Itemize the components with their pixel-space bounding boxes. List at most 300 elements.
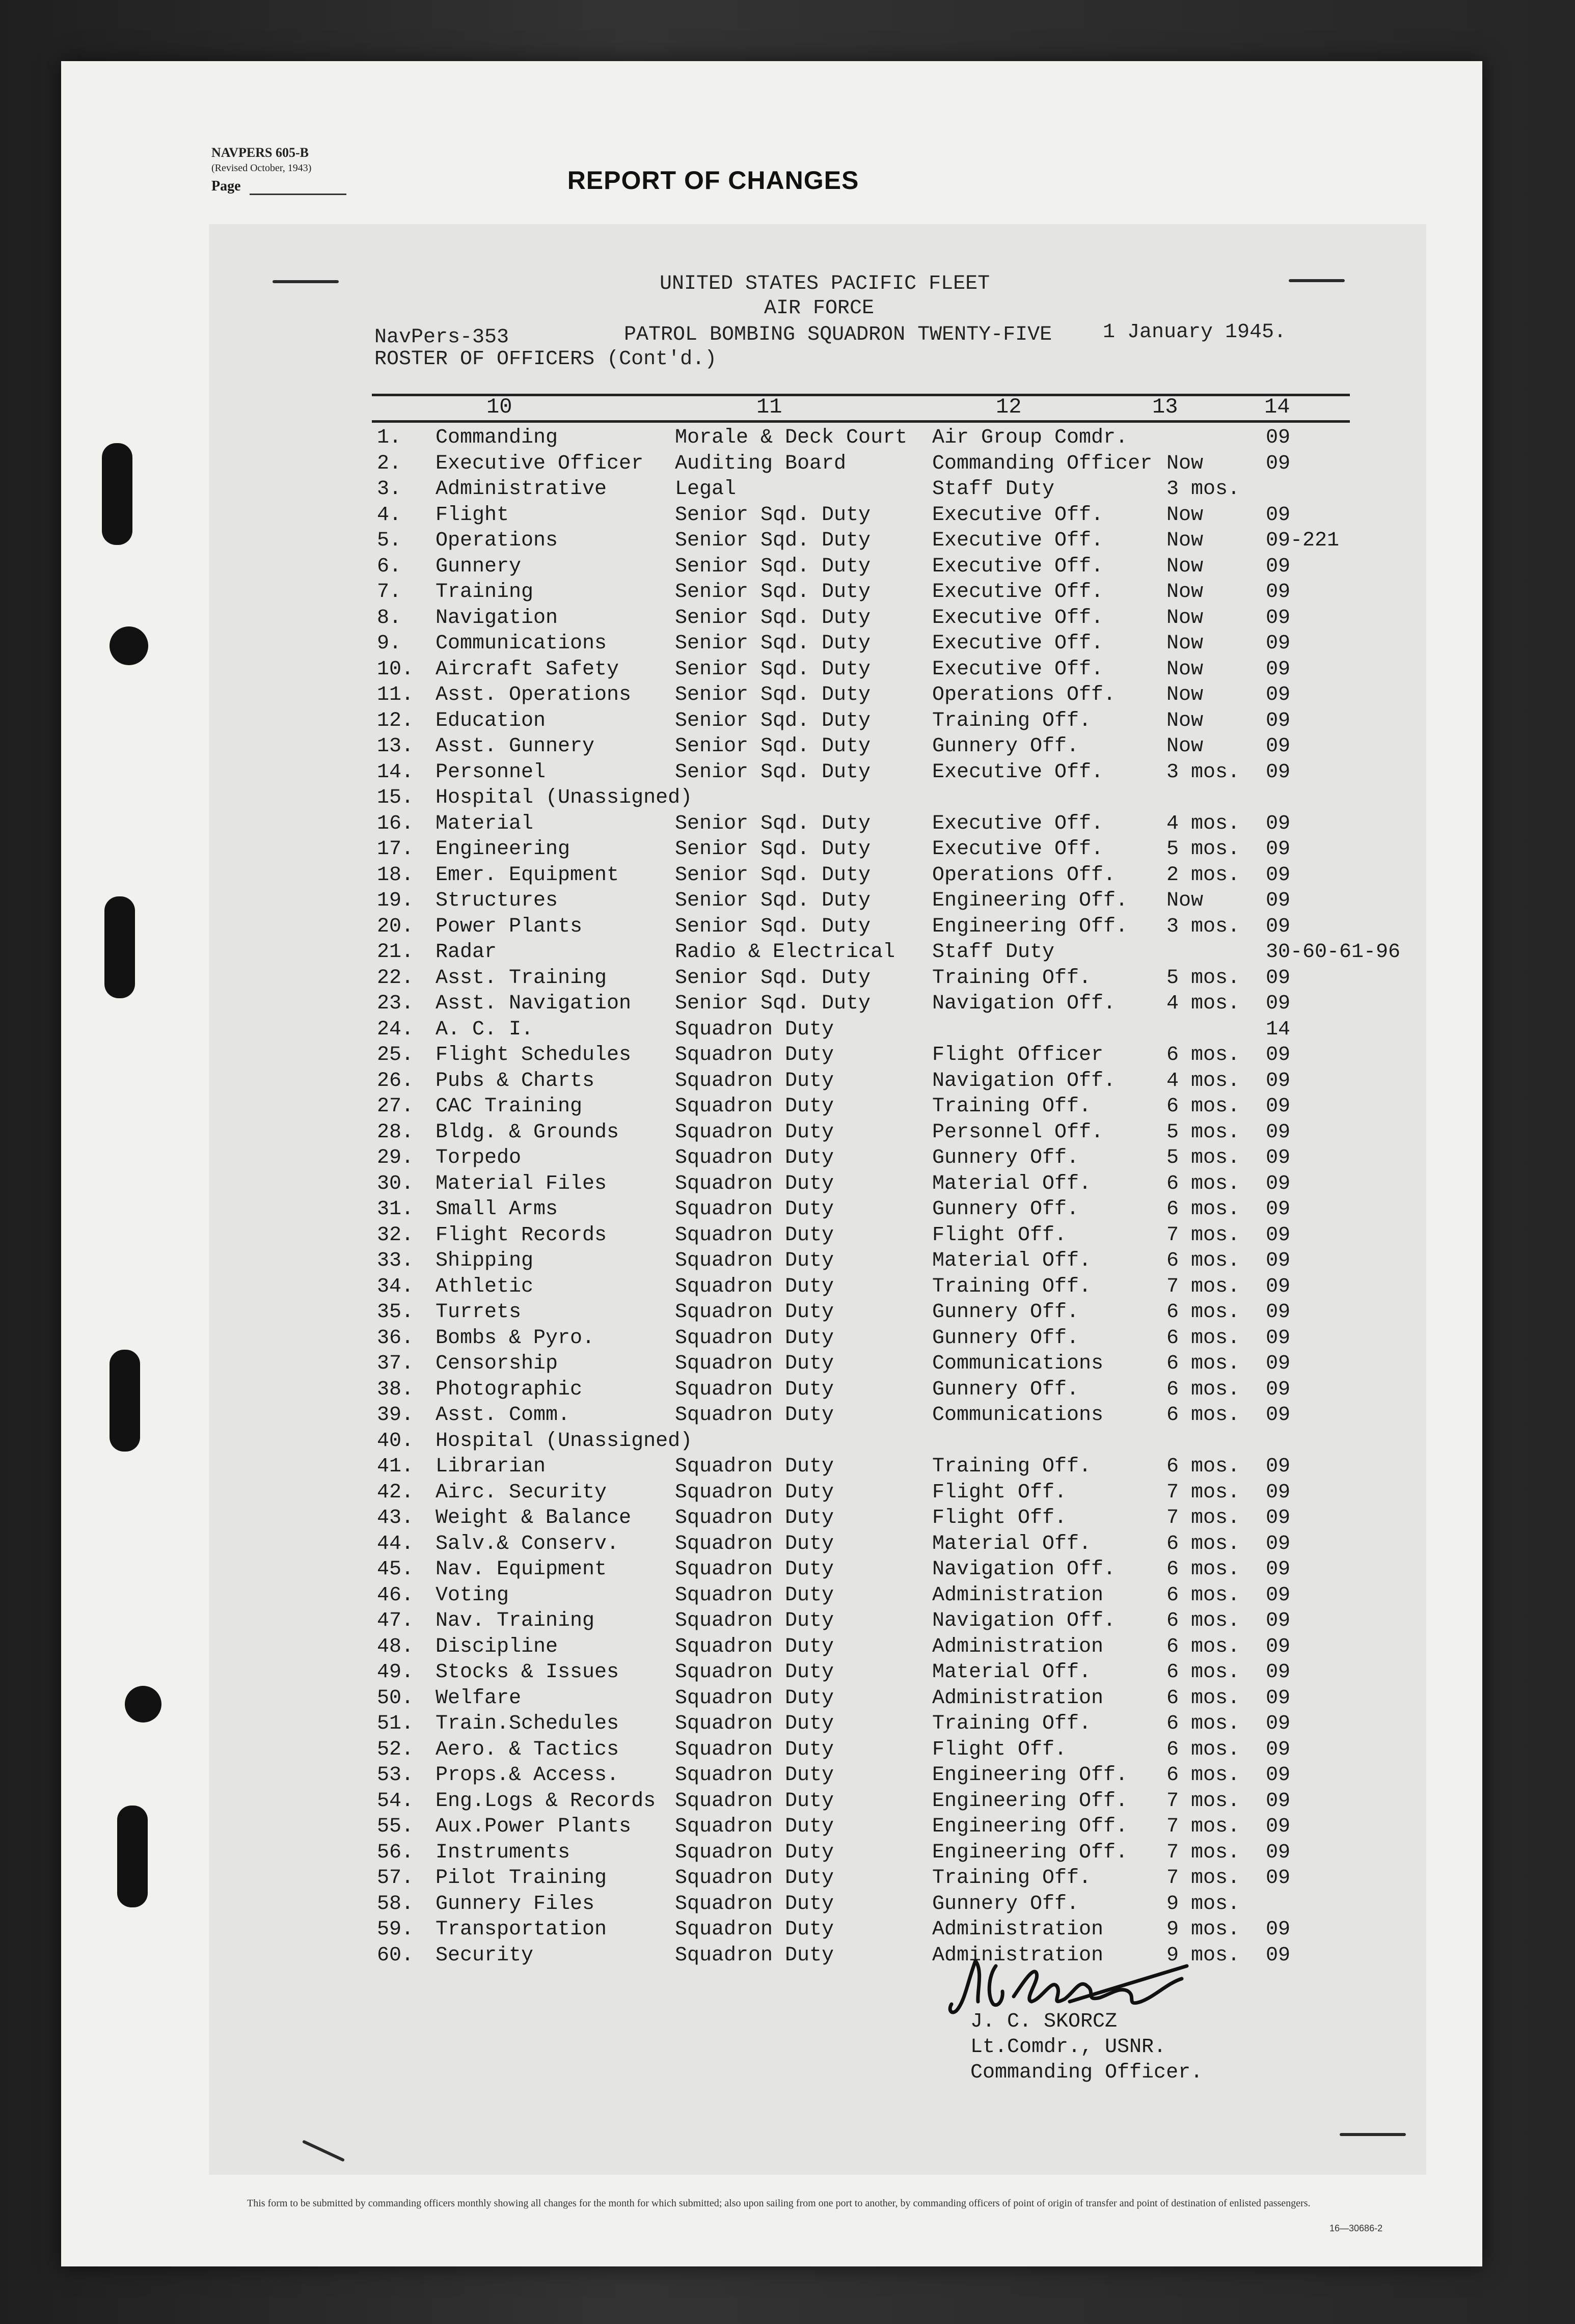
reports-to: Flight Off.	[932, 1481, 1067, 1504]
duty-type: Squadron Duty	[675, 1712, 834, 1735]
code: 09	[1266, 606, 1291, 630]
duty-assignment: Stocks & Issues	[436, 1661, 619, 1684]
duty-assignment: Shipping	[436, 1249, 534, 1272]
code: 09	[1266, 1764, 1291, 1787]
code: 30-60-61-96	[1266, 941, 1401, 964]
tenure: 5 mos.	[1166, 966, 1240, 990]
duty-type: Squadron Duty	[675, 1738, 834, 1761]
reports-to: Air Group Comdr.	[932, 426, 1128, 449]
tenure: 7 mos.	[1166, 1867, 1240, 1890]
code: 09	[1266, 1044, 1291, 1067]
code: 09	[1266, 1532, 1291, 1555]
tenure: 6 mos.	[1166, 1686, 1240, 1710]
duty-type: Senior Sqd. Duty	[675, 889, 871, 912]
duty-assignment: Aero. & Tactics	[436, 1738, 619, 1761]
page-number-line	[250, 194, 346, 195]
code: 09	[1266, 1378, 1291, 1401]
code: 09	[1266, 1635, 1291, 1658]
tenure: Now	[1166, 606, 1204, 630]
signer-rank: Lt.Comdr., USNR.	[970, 2036, 1166, 2059]
row-number: 27.	[377, 1095, 414, 1118]
duty-assignment: Eng.Logs & Records	[436, 1789, 656, 1813]
reports-to: Executive Off.	[932, 812, 1104, 835]
row-number: 25.	[377, 1044, 414, 1067]
duty-type: Squadron Duty	[675, 1223, 834, 1247]
code: 14	[1266, 1018, 1291, 1041]
row-number: 21.	[377, 941, 414, 964]
row-number: 48.	[377, 1635, 414, 1658]
row-number: 4.	[377, 503, 402, 527]
row-number: 18.	[377, 863, 414, 887]
code: 09	[1266, 966, 1291, 990]
tenure: 6 mos.	[1166, 1044, 1240, 1067]
tenure: 6 mos.	[1166, 1301, 1240, 1324]
code: 09	[1266, 863, 1291, 887]
reports-to: Material Off.	[932, 1532, 1092, 1555]
duty-type: Squadron Duty	[675, 1764, 834, 1787]
tenure: 6 mos.	[1166, 1558, 1240, 1581]
reports-to: Flight Off.	[932, 1738, 1067, 1761]
duty-type: Senior Sqd. Duty	[675, 606, 871, 630]
reports-to: Administration	[932, 1686, 1104, 1710]
row-number: 40.	[377, 1429, 414, 1453]
duty-assignment: Flight Records	[436, 1223, 607, 1247]
tenure: 6 mos.	[1166, 1661, 1240, 1684]
duty-assignment: Flight Schedules	[436, 1044, 632, 1067]
row-number: 13.	[377, 735, 414, 758]
duty-type: Squadron Duty	[675, 1481, 834, 1504]
duty-assignment: Emer. Equipment	[436, 863, 619, 887]
tenure: 6 mos.	[1166, 1404, 1240, 1427]
reports-to: Training Off.	[932, 1275, 1092, 1298]
code: 09	[1266, 1095, 1291, 1118]
reports-to: Staff Duty	[932, 941, 1055, 964]
row-number: 24.	[377, 1018, 414, 1041]
reports-to: Material Off.	[932, 1661, 1092, 1684]
code: 09	[1266, 1867, 1291, 1890]
reports-to: Gunnery Off.	[932, 1326, 1079, 1350]
code: 09	[1266, 1789, 1291, 1813]
duty-type: Senior Sqd. Duty	[675, 581, 871, 604]
reports-to: Gunnery Off.	[932, 1892, 1079, 1916]
row-number: 39.	[377, 1404, 414, 1427]
duty-type: Radio & Electrical	[675, 941, 895, 964]
code: 09	[1266, 889, 1291, 912]
tenure: 6 mos.	[1166, 1738, 1240, 1761]
row-number: 32.	[377, 1223, 414, 1247]
row-number: 56.	[377, 1841, 414, 1864]
squadron-name: PATROL BOMBING SQUADRON TWENTY-FIVE	[624, 323, 1052, 346]
code: 09	[1266, 1918, 1291, 1941]
duty-type: Squadron Duty	[675, 1918, 834, 1941]
duty-assignment: Airc. Security	[436, 1481, 607, 1504]
row-number: 23.	[377, 992, 414, 1015]
duty-type: Senior Sqd. Duty	[675, 915, 871, 938]
code: 09	[1266, 1481, 1291, 1504]
duty-type: Senior Sqd. Duty	[675, 555, 871, 578]
code: 09-221	[1266, 529, 1340, 552]
reports-to: Engineering Off.	[932, 1815, 1128, 1838]
roster-title: ROSTER OF OFFICERS (Cont'd.)	[374, 348, 717, 371]
code: 09	[1266, 683, 1291, 706]
reports-to: Executive Off.	[932, 838, 1104, 861]
row-number: 58.	[377, 1892, 414, 1916]
duty-type: Squadron Duty	[675, 1583, 834, 1607]
reports-to: Operations Off.	[932, 683, 1116, 706]
duty-assignment: Asst. Operations	[436, 683, 632, 706]
row-number: 30.	[377, 1172, 414, 1195]
row-number: 37.	[377, 1352, 414, 1375]
duty-assignment: Transportation	[436, 1918, 607, 1941]
duty-type: Squadron Duty	[675, 1120, 834, 1144]
fleet-heading: UNITED STATES PACIFIC FLEET	[660, 272, 990, 295]
duty-type: Senior Sqd. Duty	[675, 863, 871, 887]
column-head-12: 12	[996, 395, 1022, 419]
row-number: 19.	[377, 889, 414, 912]
reports-to: Executive Off.	[932, 555, 1104, 578]
signer-name: J. C. SKORCZ	[970, 2010, 1118, 2033]
row-number: 3.	[377, 478, 402, 501]
code: 09	[1266, 760, 1291, 784]
tenure: 5 mos.	[1166, 1120, 1240, 1144]
duty-assignment: Bldg. & Grounds	[436, 1120, 619, 1144]
row-number: 53.	[377, 1764, 414, 1787]
reports-to: Administration	[932, 1635, 1104, 1658]
reports-to: Gunnery Off.	[932, 1301, 1079, 1324]
code: 09	[1266, 1275, 1291, 1298]
signature-block	[970, 2009, 1203, 2086]
duty-type: Squadron Duty	[675, 1841, 834, 1864]
duty-assignment: Education	[436, 709, 546, 732]
row-number: 17.	[377, 838, 414, 861]
tenure: 9 mos.	[1166, 1918, 1240, 1941]
row-number: 20.	[377, 915, 414, 938]
duty-type: Squadron Duty	[675, 1686, 834, 1710]
duty-assignment: Photographic	[436, 1378, 583, 1401]
duty-assignment: Instruments	[436, 1841, 571, 1864]
reports-to: Executive Off.	[932, 760, 1104, 784]
code: 09	[1266, 581, 1291, 604]
row-number: 36.	[377, 1326, 414, 1350]
duty-assignment: Bombs & Pyro.	[436, 1326, 595, 1350]
duty-assignment: Flight	[436, 503, 509, 527]
reports-to: Gunnery Off.	[932, 735, 1079, 758]
duty-assignment: Torpedo	[436, 1146, 522, 1169]
code: 09	[1266, 1223, 1291, 1247]
table-header-rule	[372, 420, 1350, 423]
code: 09	[1266, 452, 1291, 475]
row-number: 2.	[377, 452, 402, 475]
row-number: 6.	[377, 555, 402, 578]
row-number: 22.	[377, 966, 414, 990]
tenure: Now	[1166, 529, 1204, 552]
duty-type: Squadron Duty	[675, 1352, 834, 1375]
reports-to: Executive Off.	[932, 581, 1104, 604]
tenure: 4 mos.	[1166, 1069, 1240, 1092]
code: 09	[1266, 1120, 1291, 1144]
duty-assignment: Pubs & Charts	[436, 1069, 595, 1092]
reports-to: Personnel Off.	[932, 1120, 1104, 1144]
reports-to: Flight Officer	[932, 1044, 1104, 1067]
duty-type: Squadron Duty	[675, 1146, 834, 1169]
tenure: 6 mos.	[1166, 1455, 1240, 1478]
row-number: 59.	[377, 1918, 414, 1941]
column-head-10: 10	[486, 395, 512, 419]
tenure: 6 mos.	[1166, 1764, 1240, 1787]
row-number: 11.	[377, 683, 414, 706]
duty-assignment: Engineering	[436, 838, 571, 861]
duty-assignment: Security	[436, 1944, 534, 1967]
duty-type: Squadron Duty	[675, 1609, 834, 1632]
reports-to: Training Off.	[932, 1712, 1092, 1735]
reports-to: Executive Off.	[932, 632, 1104, 655]
binder-tab	[110, 1350, 140, 1452]
duty-type: Morale & Deck Court	[675, 426, 908, 449]
row-number: 26.	[377, 1069, 414, 1092]
duty-type: Squadron Duty	[675, 1635, 834, 1658]
tenure: 9 mos.	[1166, 1892, 1240, 1916]
code: 09	[1266, 1841, 1291, 1864]
page-label: Page	[211, 178, 241, 194]
duty-type: Squadron Duty	[675, 1301, 834, 1324]
reports-to: Administration	[932, 1583, 1104, 1607]
reports-to: Administration	[932, 1944, 1104, 1967]
binder-tab	[104, 896, 135, 998]
tenure: 7 mos.	[1166, 1481, 1240, 1504]
tenure: 4 mos.	[1166, 992, 1240, 1015]
duty-type: Senior Sqd. Duty	[675, 760, 871, 784]
reports-to: Material Off.	[932, 1249, 1092, 1272]
row-number: 34.	[377, 1275, 414, 1298]
tenure: Now	[1166, 889, 1204, 912]
tenure: 5 mos.	[1166, 838, 1240, 861]
row-number: 44.	[377, 1532, 414, 1555]
reports-to: Engineering Off.	[932, 1841, 1128, 1864]
code: 09	[1266, 1146, 1291, 1169]
duty-assignment: Train.Schedules	[436, 1712, 619, 1735]
reports-to: Engineering Off.	[932, 1789, 1128, 1813]
row-number: 45.	[377, 1558, 414, 1581]
duty-assignment: Asst. Gunnery	[436, 735, 595, 758]
code: 09	[1266, 1455, 1291, 1478]
row-number: 15.	[377, 786, 414, 809]
code: 09	[1266, 915, 1291, 938]
duty-assignment: Nav. Equipment	[436, 1558, 607, 1581]
duty-type: Squadron Duty	[675, 1455, 834, 1478]
row-number: 50.	[377, 1686, 414, 1710]
reports-to: Navigation Off.	[932, 1069, 1116, 1092]
row-number: 7.	[377, 581, 402, 604]
reports-to: Executive Off.	[932, 658, 1104, 681]
duty-type: Squadron Duty	[675, 1507, 834, 1529]
reports-to: Training Off.	[932, 1095, 1092, 1118]
row-number: 51.	[377, 1712, 414, 1735]
duty-type: Squadron Duty	[675, 1532, 834, 1555]
code: 09	[1266, 1069, 1291, 1092]
duty-assignment: A. C. I.	[436, 1018, 534, 1041]
page-mark	[1289, 279, 1345, 282]
tenure: 6 mos.	[1166, 1583, 1240, 1607]
duty-assignment: Aux.Power Plants	[436, 1815, 632, 1838]
duty-type: Senior Sqd. Duty	[675, 992, 871, 1015]
tenure: 6 mos.	[1166, 1249, 1240, 1272]
duty-type: Squadron Duty	[675, 1069, 834, 1092]
duty-assignment: Athletic	[436, 1275, 534, 1298]
code: 09	[1266, 709, 1291, 732]
reports-to: Communications	[932, 1404, 1104, 1427]
row-number: 47.	[377, 1609, 414, 1632]
duty-type: Squadron Duty	[675, 1661, 834, 1684]
reports-to: Engineering Off.	[932, 889, 1128, 912]
tenure: Now	[1166, 581, 1204, 604]
code: 09	[1266, 1198, 1291, 1221]
tenure: 7 mos.	[1166, 1789, 1240, 1813]
reports-to: Engineering Off.	[932, 915, 1128, 938]
duty-assignment: Gunnery	[436, 555, 522, 578]
reports-to: Material Off.	[932, 1172, 1092, 1195]
row-number: 29.	[377, 1146, 414, 1169]
duty-type: Squadron Duty	[675, 1044, 834, 1067]
row-number: 42.	[377, 1481, 414, 1504]
tenure: 6 mos.	[1166, 1378, 1240, 1401]
row-number: 31.	[377, 1198, 414, 1221]
row-number: 14.	[377, 760, 414, 784]
duty-assignment: Material	[436, 812, 534, 835]
tenure: 5 mos.	[1166, 1146, 1240, 1169]
tenure: Now	[1166, 683, 1204, 706]
duty-assignment: Asst. Training	[436, 966, 607, 990]
code: 09	[1266, 426, 1291, 449]
tenure: 3 mos.	[1166, 478, 1240, 501]
duty-type: Senior Sqd. Duty	[675, 658, 871, 681]
duty-assignment: Hospital (Unassigned)	[436, 1429, 693, 1453]
duty-type: Squadron Duty	[675, 1249, 834, 1272]
tenure: 4 mos.	[1166, 812, 1240, 835]
reports-to: Executive Off.	[932, 529, 1104, 552]
code: 09	[1266, 1609, 1291, 1632]
reports-to: Training Off.	[932, 709, 1092, 732]
reports-to: Navigation Off.	[932, 1558, 1116, 1581]
row-number: 16.	[377, 812, 414, 835]
code: 09	[1266, 555, 1291, 578]
duty-type: Squadron Duty	[675, 1275, 834, 1298]
tenure: 6 mos.	[1166, 1172, 1240, 1195]
tenure: 6 mos.	[1166, 1095, 1240, 1118]
duty-type: Senior Sqd. Duty	[675, 812, 871, 835]
duty-assignment: Training	[436, 581, 534, 604]
row-number: 35.	[377, 1301, 414, 1324]
row-number: 1.	[377, 426, 402, 449]
code: 09	[1266, 1301, 1291, 1324]
duty-type: Senior Sqd. Duty	[675, 966, 871, 990]
code: 09	[1266, 1944, 1291, 1967]
reports-to: Commanding Officer	[932, 452, 1153, 475]
reports-to: Training Off.	[932, 1867, 1092, 1890]
tenure: 6 mos.	[1166, 1635, 1240, 1658]
report-date: 1 January 1945.	[1103, 321, 1287, 344]
duty-type: Squadron Duty	[675, 1326, 834, 1350]
page-mark	[1340, 2133, 1406, 2136]
form-footnote: This form to be submitted by commanding officers monthly showing all changes for the month for which submitted; also upon sailing from one port to another, by commanding officers of point of origin of transfer and point of destination of enlisted passengers.	[247, 2198, 1311, 2209]
tenure: 6 mos.	[1166, 1609, 1240, 1632]
tenure: 7 mos.	[1166, 1223, 1240, 1247]
duty-assignment: Operations	[436, 529, 558, 552]
tenure: Now	[1166, 632, 1204, 655]
duty-assignment: CAC Training	[436, 1095, 583, 1118]
duty-assignment: Radar	[436, 941, 497, 964]
tenure: 6 mos.	[1166, 1532, 1240, 1555]
row-number: 12.	[377, 709, 414, 732]
duty-assignment: Executive Officer	[436, 452, 644, 475]
tenure: Now	[1166, 503, 1204, 527]
code: 09	[1266, 1815, 1291, 1838]
duty-assignment: Nav. Training	[436, 1609, 595, 1632]
tenure: 7 mos.	[1166, 1841, 1240, 1864]
code: 09	[1266, 1583, 1291, 1607]
duty-type: Squadron Duty	[675, 1095, 834, 1118]
reports-to: Navigation Off.	[932, 992, 1116, 1015]
row-number: 41.	[377, 1455, 414, 1478]
row-number: 5.	[377, 529, 402, 552]
tenure: 3 mos.	[1166, 915, 1240, 938]
row-number: 9.	[377, 632, 402, 655]
duty-type: Legal	[675, 478, 737, 501]
code: 09	[1266, 1326, 1291, 1350]
tenure: 6 mos.	[1166, 1352, 1240, 1375]
duty-assignment: Props.& Access.	[436, 1764, 619, 1787]
duty-assignment: Power Plants	[436, 915, 583, 938]
row-number: 8.	[377, 606, 402, 630]
code: 09	[1266, 632, 1291, 655]
code: 09	[1266, 838, 1291, 861]
duty-assignment: Gunnery Files	[436, 1892, 595, 1916]
code: 09	[1266, 1507, 1291, 1529]
page-mark	[273, 280, 339, 283]
duty-assignment: Discipline	[436, 1635, 558, 1658]
row-number: 28.	[377, 1120, 414, 1144]
duty-assignment: Aircraft Safety	[436, 658, 619, 681]
duty-type: Squadron Duty	[675, 1018, 834, 1041]
row-number: 57.	[377, 1867, 414, 1890]
reports-to: Navigation Off.	[932, 1609, 1116, 1632]
row-number: 52.	[377, 1738, 414, 1761]
duty-assignment: Structures	[436, 889, 558, 912]
duty-type: Squadron Duty	[675, 1867, 834, 1890]
column-head-13: 13	[1152, 395, 1178, 419]
reports-to: Administration	[932, 1918, 1104, 1941]
code: 09	[1266, 1404, 1291, 1427]
row-number: 49.	[377, 1661, 414, 1684]
tenure: 6 mos.	[1166, 1712, 1240, 1735]
tenure: Now	[1166, 452, 1204, 475]
duty-type: Squadron Duty	[675, 1172, 834, 1195]
row-number: 54.	[377, 1789, 414, 1813]
form-code: 16—30686-2	[1329, 2223, 1383, 2233]
duty-type: Squadron Duty	[675, 1944, 834, 1967]
duty-type: Squadron Duty	[675, 1789, 834, 1813]
duty-assignment: Navigation	[436, 606, 558, 630]
tenure: Now	[1166, 735, 1204, 758]
row-number: 46.	[377, 1583, 414, 1607]
binder-hole	[125, 1686, 161, 1723]
duty-type: Senior Sqd. Duty	[675, 632, 871, 655]
reports-to: Executive Off.	[932, 503, 1104, 527]
report-title: REPORT OF CHANGES	[567, 166, 859, 195]
form-number	[211, 145, 311, 176]
reports-to: Operations Off.	[932, 863, 1116, 887]
binder-hole	[110, 626, 148, 665]
code: 09	[1266, 1249, 1291, 1272]
